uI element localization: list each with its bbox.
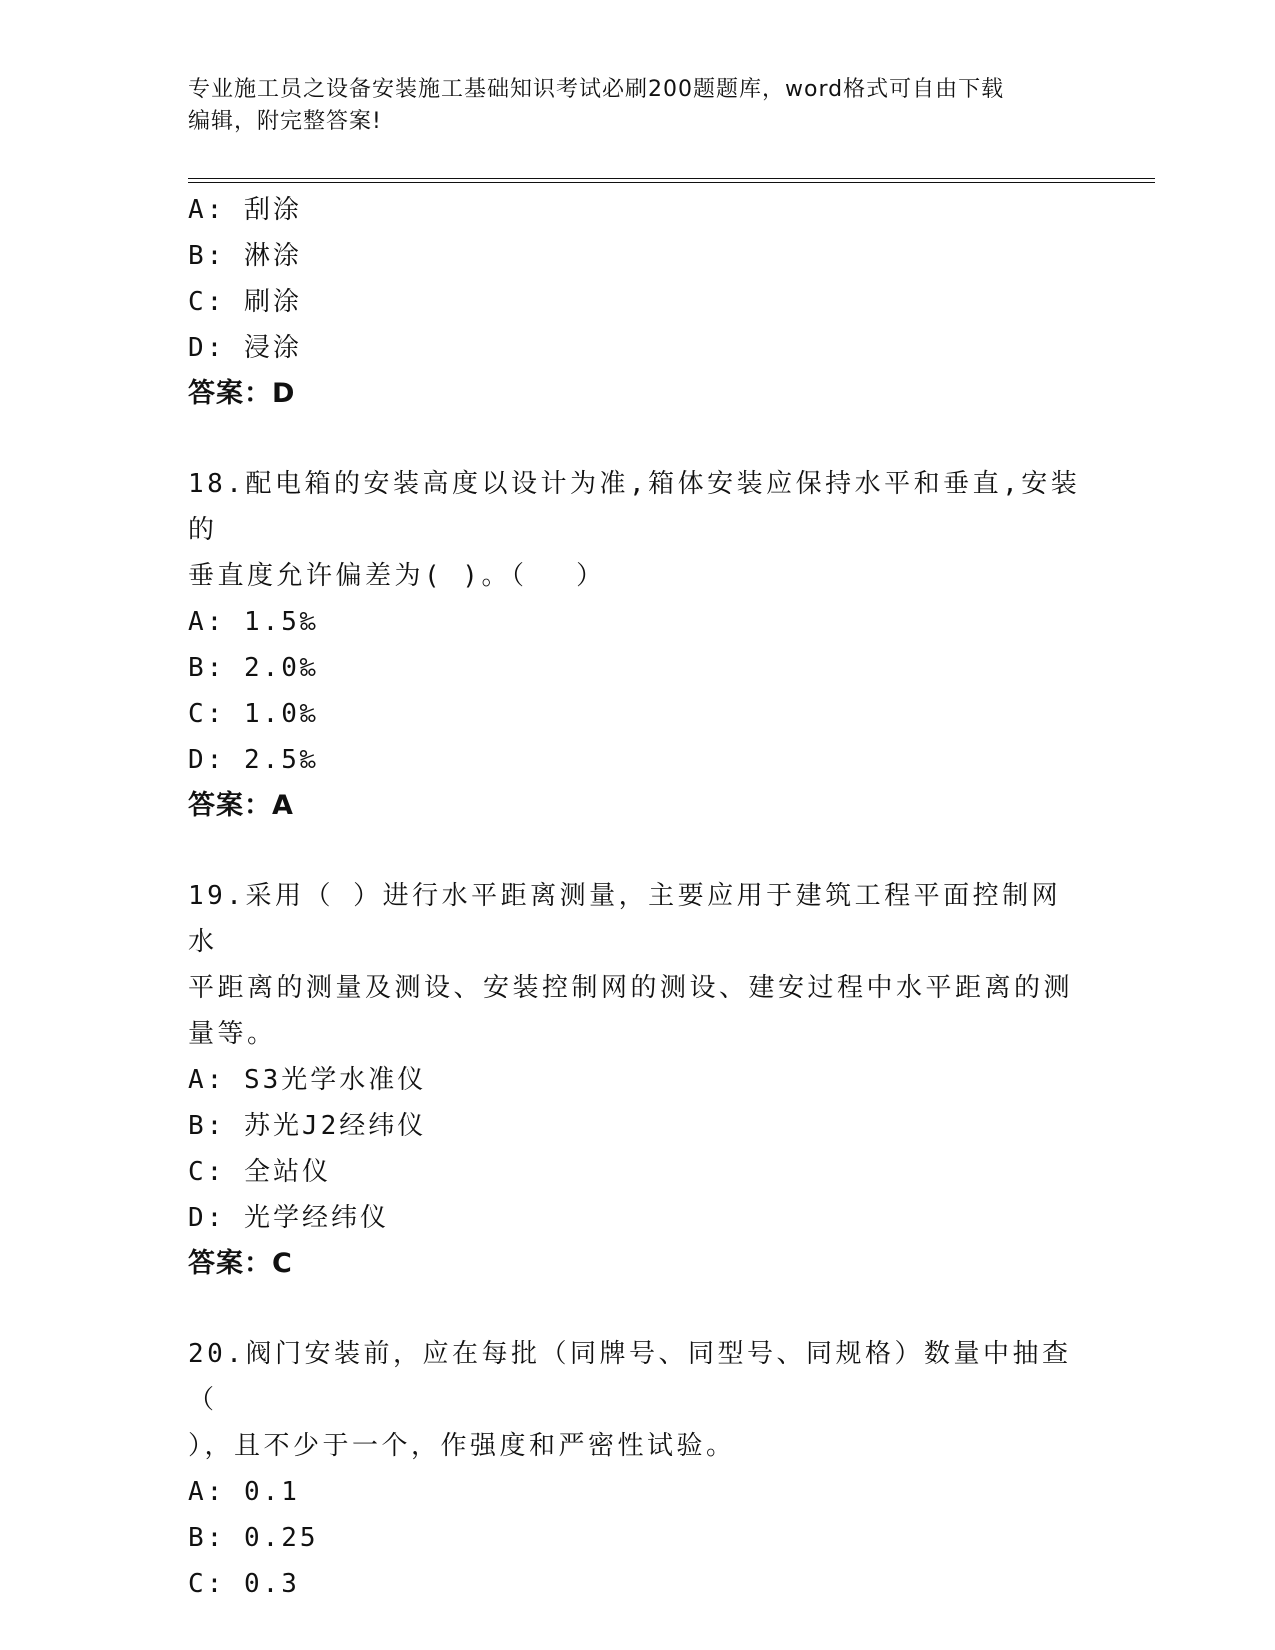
header-divider-bottom [188,182,1155,183]
document-header [188,74,1068,138]
question-stem-line-2: 平距离的测量及测设、安装控制网的测设、建安过程中水平距离的测 [188,973,1074,1003]
question-list [188,187,1088,1607]
header-line-2: 编辑，附完整答案! [188,109,382,134]
option-c: C: 全站仪 [188,1157,331,1187]
answer: 答案：C [188,1248,293,1279]
option-b: B: 2.0‰ [188,653,319,683]
question-stem-line-1: 20.阀门安装前，应在每批（同牌号、同型号、同规格）数量中抽查（ [188,1339,1072,1415]
question-stem-line-2: ），且不少于一个，作强度和严密性试验。 [188,1431,736,1461]
option-b: B: 淋涂 [188,241,302,271]
question-stem-line-3: 量等。 [188,1019,277,1049]
option-d: D: 2.5‰ [188,745,319,775]
option-d: D: 浸涂 [188,333,302,363]
question-20 [188,1331,1088,1607]
option-b: B: 苏光J2经纬仪 [188,1111,427,1141]
option-a: A: 刮涂 [188,195,302,225]
answer: 答案：D [188,378,296,409]
option-c: C: 1.0‰ [188,699,319,729]
question-stem-line-2: 垂直度允许偏差为( )。（ ） [188,561,606,591]
option-a: A: 0.1 [188,1477,300,1507]
header-line-1: 专业施工员之设备安装施工基础知识考试必刷200题题库，word格式可自由下载 [188,77,1005,102]
answer: 答案：A [188,790,294,821]
option-a: A: S3光学水准仪 [188,1065,427,1095]
header-divider-top [188,178,1155,179]
question-17 [188,187,1088,417]
option-b: B: 0.25 [188,1523,319,1553]
question-stem-line-1: 18.配电箱的安装高度以设计为准,箱体安装应保持水平和垂直,安装的 [188,469,1081,545]
question-19 [188,873,1088,1287]
option-d: D: 光学经纬仪 [188,1203,389,1233]
question-stem-line-1: 19.采用（ ）进行水平距离测量，主要应用于建筑工程平面控制网水 [188,881,1062,957]
option-c: C: 刷涂 [188,287,302,317]
question-18 [188,461,1088,829]
option-c: C: 0.3 [188,1569,300,1599]
option-a: A: 1.5‰ [188,607,319,637]
